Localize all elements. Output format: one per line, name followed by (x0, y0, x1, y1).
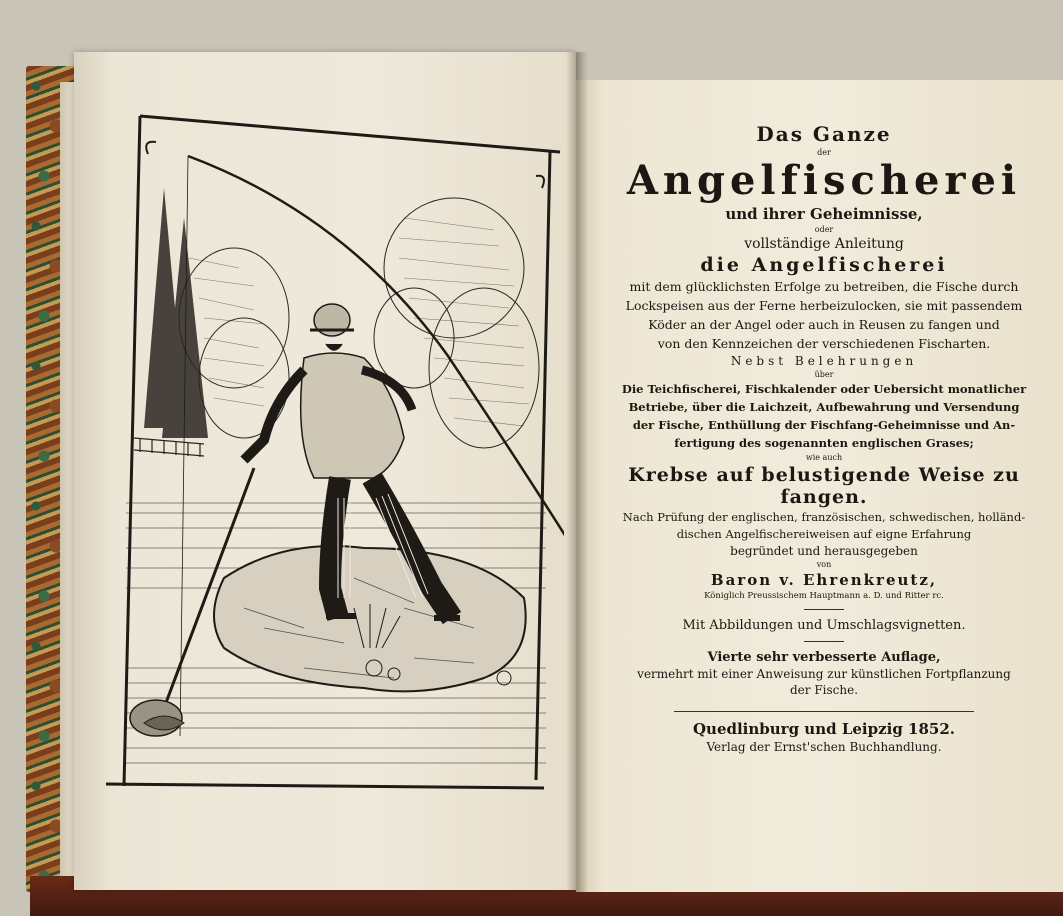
body-line: mit dem glücklichsten Erfolge zu betreiben, die Fische durch (629, 279, 1019, 294)
main-title: Angelfischerei (626, 157, 1022, 204)
title-begruendet: begründet und herausgegeben (730, 544, 918, 558)
title-die-angelfischerei: die Angelfischerei (700, 254, 948, 276)
title-vollstaendige: vollständige Anleitung (744, 236, 904, 252)
fishing-engraving-illustration (104, 108, 564, 792)
subtitle-und-ihrer: und ihrer Geheimnisse, (725, 205, 923, 223)
body2-line: fertigung des sogenannten englischen Grases; (674, 436, 974, 450)
divider (804, 609, 844, 610)
title-oder: oder (814, 225, 834, 234)
edition-vermehrt: vermehrt mit einer Anweisung zur künstlichen Fortpflanzung (637, 667, 1011, 681)
nach-line: dischen Angelfischereiweisen auf eigne Erfahrung (676, 527, 972, 541)
body2-line: der Fische, Enthüllung der Fischfang-Geheimnisse und An- (632, 418, 1016, 432)
body-line: Lockspeisen aus der Ferne herbeizulocken, sie mit passendem (625, 298, 1023, 313)
title-der: der (817, 148, 831, 157)
divider (804, 641, 844, 642)
title-krebse: Krebse auf belustigende Weise zu fangen. (628, 464, 1020, 508)
imprint-place-year: Quedlinburg und Leipzig 1852. (692, 720, 955, 738)
edition-der-fische: der Fische. (789, 683, 859, 697)
title-von: von (816, 560, 832, 569)
title-das-ganze: Das Ganze (756, 122, 892, 146)
book-gutter (566, 52, 588, 892)
title-page-text (604, 100, 1044, 756)
body2-line: Betriebe, über die Laichzeit, Aufbewahrung und Versendung (628, 400, 1020, 414)
author-rank: Königlich Preussischem Hauptmann a. D. und Ritter rc. (704, 591, 944, 601)
title-wie-auch: wie auch (805, 453, 843, 462)
edition-line: Vierte sehr verbesserte Auflage, (707, 650, 941, 665)
title-nebst: Nebst Belehrungen (730, 354, 918, 368)
author-name: Baron v. Ehrenkreutz, (710, 571, 938, 589)
title-mit-abbildungen: Mit Abbildungen und Umschlagsvignetten. (682, 618, 966, 633)
body-line: von den Kennzeichen der verschiedenen Fischarten. (657, 336, 991, 351)
divider-long (674, 711, 974, 712)
nach-line: Nach Prüfung der englischen, französischen, schwedischen, holländ- (622, 510, 1026, 524)
title-ueber: über (814, 370, 834, 379)
body-line: Köder an der Angel oder auch in Reusen zu fangen und (648, 317, 1000, 332)
imprint-publisher: Verlag der Ernst'schen Buchhandlung. (706, 740, 942, 754)
body2-line: Die Teichfischerei, Fischkalender oder Uebersicht monatlicher (621, 382, 1027, 396)
